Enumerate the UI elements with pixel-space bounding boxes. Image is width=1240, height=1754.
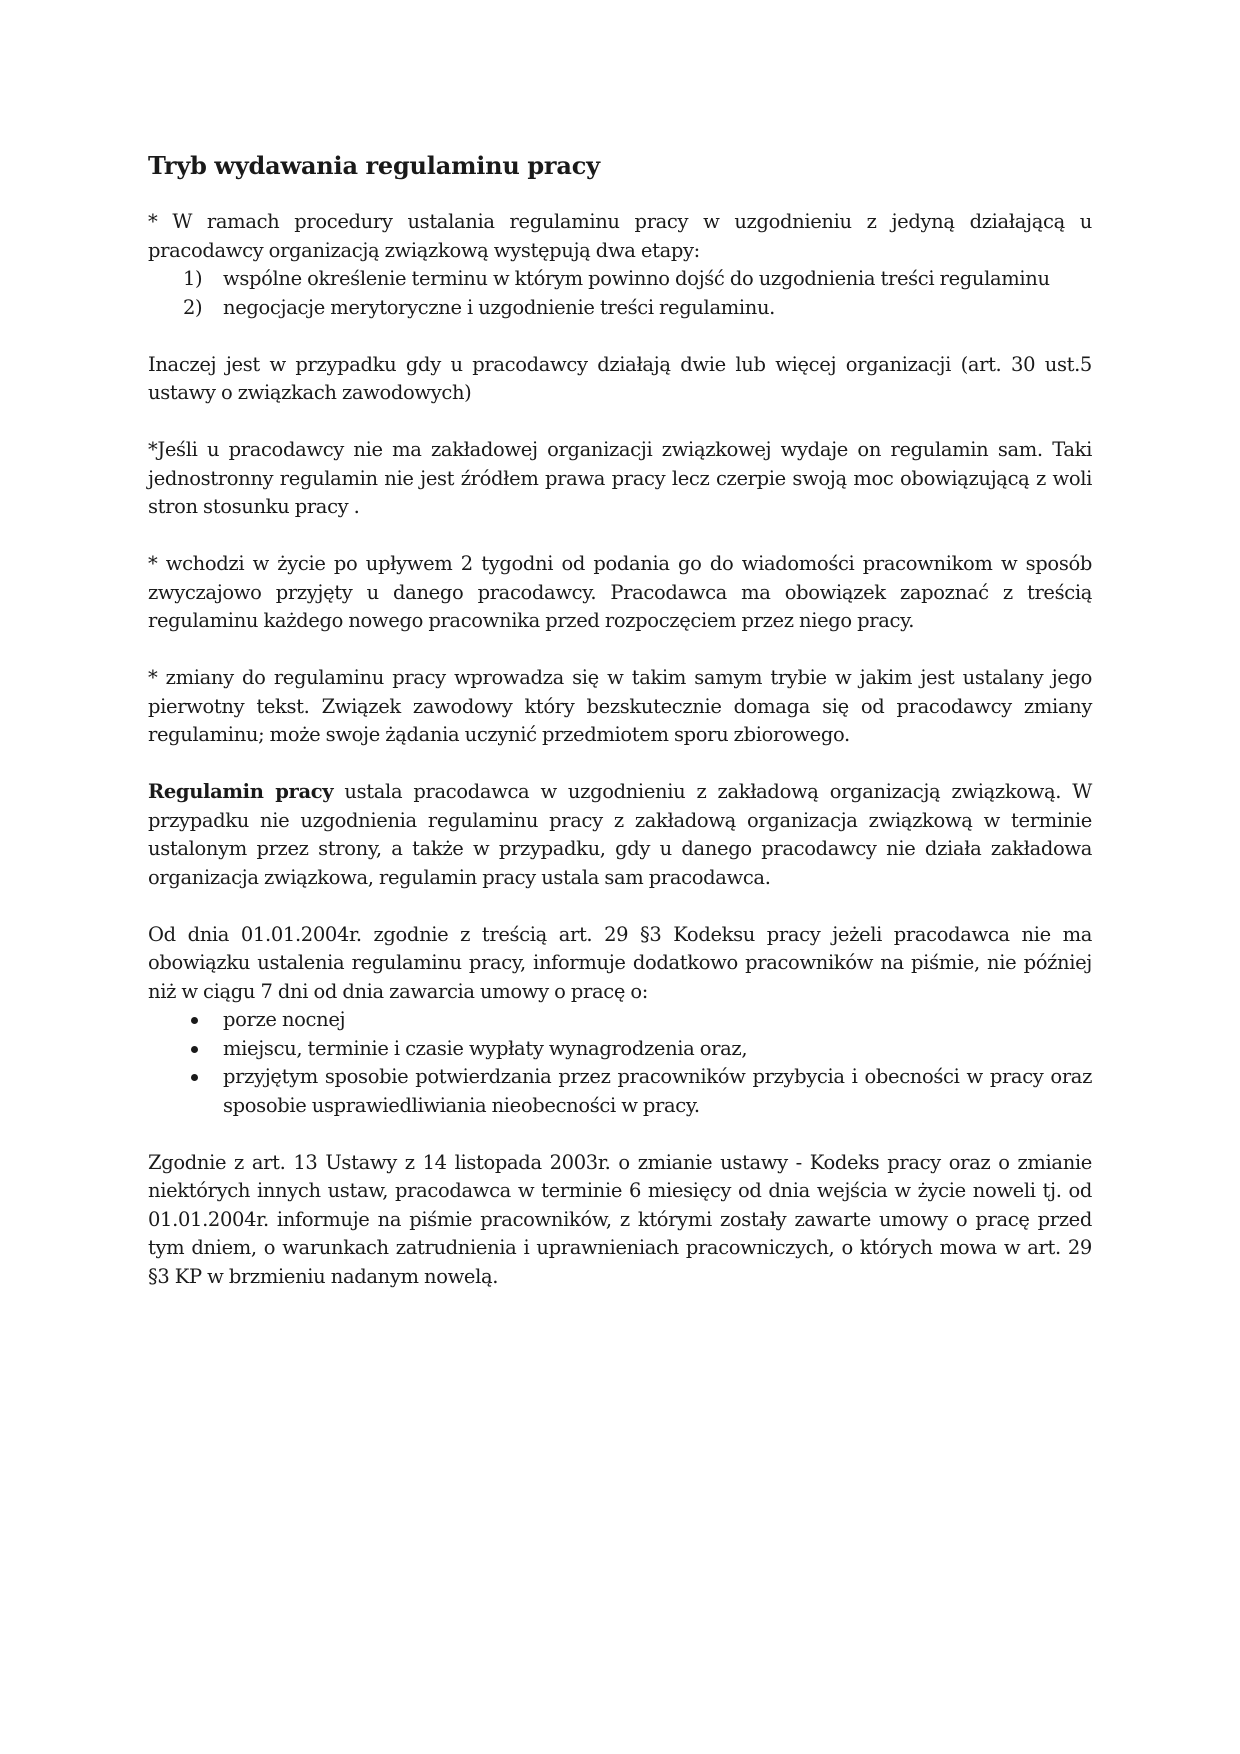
paragraph-info-obligation: Od dnia 01.01.2004r. zgodnie z treścią art. 29 §3 Kodeksu pracy jeżeli pracodawca nie ma obowiązku ustalenia regulaminu pracy, informuje dodatkowo pracowników na piśmie, nie później niż w ciągu 7 dni od dnia zawarcia umowy o pracę o:: [148, 922, 1092, 1003]
list-item-text: wspólne określenie terminu w którym powinno dojść do uzgodnienia treści regulaminu: [223, 267, 1050, 290]
bold-term: Regulamin pracy: [148, 780, 334, 803]
list-item: przyjętym sposobie potwierdzania przez pracowników przybycia i obecności w pracy oraz sposobie usprawiedliwiania nieobecności w pracy.: [223, 1063, 1092, 1120]
document-title: Tryb wydawania regulaminu pracy: [148, 151, 600, 180]
stages-list: [148, 265, 1092, 322]
paragraph-entry-into-force: * wchodzi w życie po upływem 2 tygodni od podania go do wiadomości pracownikom w sposób zwyczajowo przyjęty u danego pracodawcy. Pracodawca ma obowiązek zapoznać z treścią regulaminu każdego nowego pracownika przed rozpoczęciem przez niego pracy.: [148, 552, 1092, 632]
paragraph-multiple-unions: Inaczej jest w przypadku gdy u pracodawcy działają dwie lub więcej organizacji (art. 30 ust.5 ustawy o związkach zawodowych): [148, 352, 1092, 404]
list-number: 1): [183, 267, 203, 290]
list-item: porze nocnej: [223, 1006, 1092, 1035]
list-item: [183, 294, 1092, 323]
info-bullet-list: [148, 1006, 1092, 1120]
paragraph-changes: * zmiany do regulaminu pracy wprowadza się w takim samym trybie w jakim jest ustalany jego pierwotny tekst. Związek zawodowy który bezskutecznie domaga się od pracodawcy zmiany regulaminu; może swoje żądania uczynić przedmiotem sporu zbiorowego.: [148, 666, 1092, 746]
list-number: 2): [183, 295, 203, 319]
list-item-text: negocjacje merytoryczne i uzgodnienie treści regulaminu.: [223, 295, 776, 319]
document-page: [148, 150, 1092, 1320]
list-item: [183, 265, 1092, 294]
paragraph-no-union: *Jeśli u pracodawcy nie ma zakładowej organizacji związkowej wydaje on regulamin sam. Taki jednostronny regulamin nie jest źródłem prawa pracy lecz czerpie swoją moc obowiązującą z woli stron stosunku pracy .: [148, 438, 1092, 518]
paragraph-procedure: * W ramach procedury ustalania regulaminu pracy w uzgodnieniu z jedyną działającą u pracodawcy organizacją związkową występują dwa etapy:: [148, 210, 1092, 262]
list-item: miejscu, terminie i czasie wypłaty wynagrodzenia oraz,: [223, 1035, 1092, 1064]
paragraph-regulation-text: ustala pracodawca w uzgodnieniu z zakładową organizacją związkową. W przypadku nie uzgodnienia regulaminu pracy z zakładową organizacja związkową w terminie ustalonym przez strony, a także w przypadku, gdy u danego pracodawcy nie działa zakładowa organizacja związkowa, regulamin pracy ustala sam pracodawca.: [148, 780, 1092, 889]
paragraph-amendment: Zgodnie z art. 13 Ustawy z 14 listopada 2003r. o zmianie ustawy - Kodeks pracy oraz o zmianie niektórych innych ustaw, pracodawca w terminie 6 miesięcy od dnia wejścia w życie noweli tj. od 01.01.2004r. informuje na piśmie pracowników, z którymi zostały zawarte umowy o pracę przed tym dniem, o warunkach zatrudnienia i uprawnieniach pracowniczych, o których mowa w art. 29 §3 KP w brzmieniu nadanym nowelą.: [148, 1150, 1092, 1288]
paragraph-regulation: [148, 778, 1092, 892]
